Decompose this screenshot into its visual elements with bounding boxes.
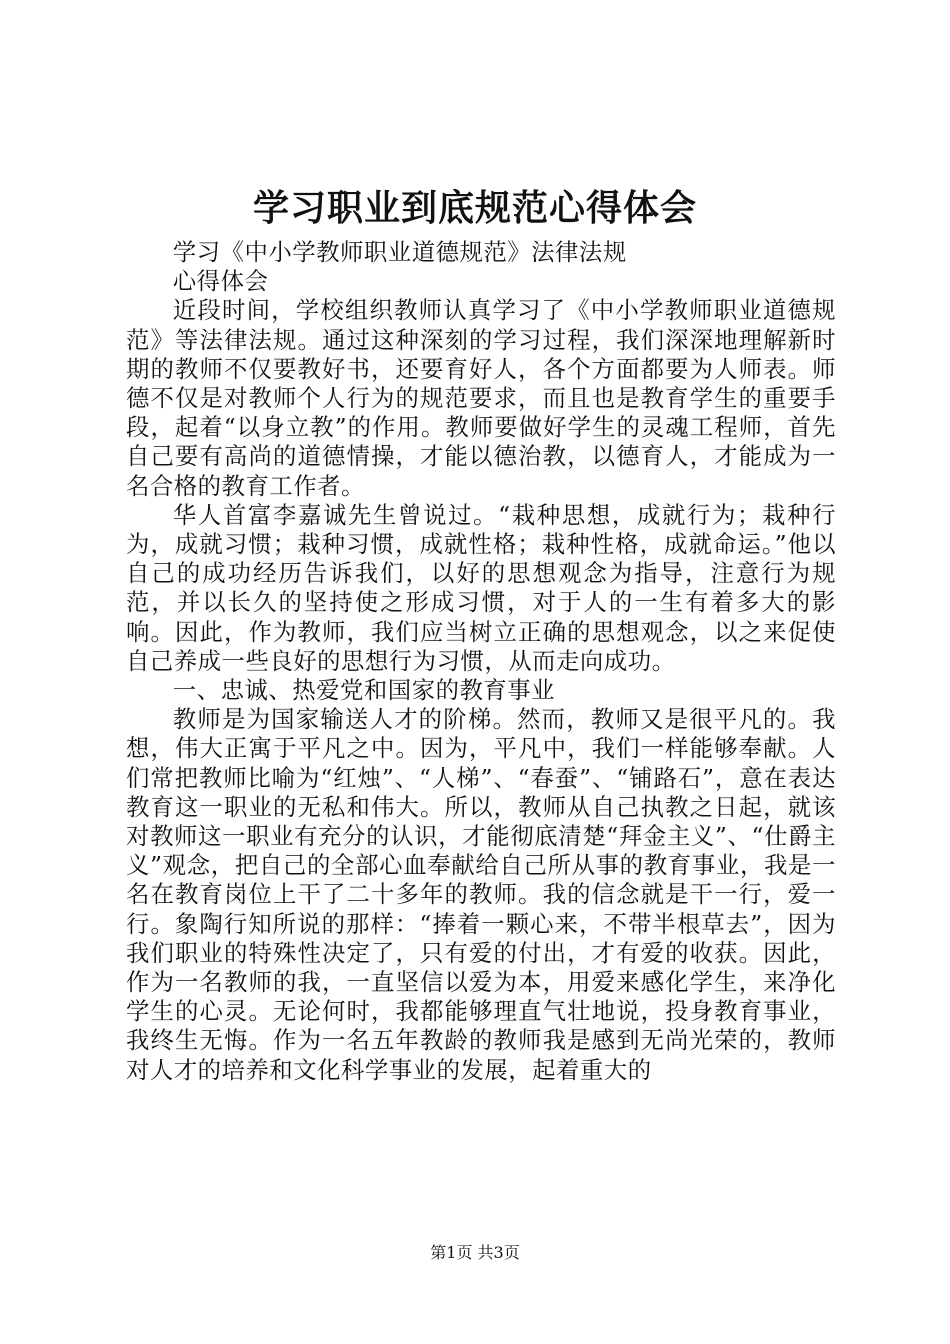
section-heading: 一、忠诚、热爱党和国家的教育事业 <box>172 676 556 705</box>
document-title: 学习职业到底规范心得体会 <box>252 188 697 229</box>
paragraph: 教师是为国家输送人才的阶梯。然而，教师又是很平凡的。我想，伟大正寓于平凡之中。因为，平凡中，我们一样能够奉献。人们常把教师比喻为“红烛”、“人梯”、“春蚕”、“铺路石”，意在表达教育这一职业的无私和伟大。所以，教师从自己执教之日起，就该对教师这一职业有充分的认识，才能彻底清楚“拜金主义”、“仕爵主义”观念，把自己的全部心血奉献给自己所从事的教育事业，我是一名在教育岗位上干了二十多年的教师。我的信念就是干一行，爱一行。象陶行知所说的那样：“捧着一颗心来，不带半根草去”，因为我们职业的特殊性决定了，只有爱的付出，才有爱的收获。因此，作为一名教师的我，一直坚信以爱为本，用爱来感化学生，来净化学生的心灵。无论何时，我都能够理直气壮地说，投身教育事业，我终生无悔。作为一名五年教龄的教师我是感到无尚光荣的，教师对人才的培养和文化科学事业的发展，起着重大的 <box>126 705 836 1084</box>
paragraph: 华人首富李嘉诚先生曾说过。“栽种思想，成就行为；栽种行为，成就习惯；栽种习惯，成就性格；栽种性格，成就命运。”他以自己的成功经历告诉我们，以好的思想观念为指导，注意行为规范，并以长久的坚持使之形成习惯，对于人的一生有着多大的影响。因此，作为教师，我们应当树立正确的思想观念，以之来促使自己养成一些良好的思想行为习惯，从而走向成功。 <box>126 500 836 675</box>
subtitle-line-2: 心得体会 <box>172 267 269 296</box>
document-body <box>126 238 836 1085</box>
subtitle-line-1: 学习《中小学教师职业道德规范》法律法规 <box>172 238 627 266</box>
page-indicator: 第1页 共3页 <box>430 1243 520 1262</box>
paragraph: 近段时间，学校组织教师认真学习了《中小学教师职业道德规范》等法律法规。通过这种深刻的学习过程，我们深深地理解新时期的教师不仅要教好书，还要育好人，各个方面都要为人师表。师德不仅是对教师个人行为的规范要求，而且也是教育学生的重要手段，起着“以身立教”的作用。教师要做好学生的灵魂工程师，首先自己要有高尚的道德情操，才能以德治教，以德育人，才能成为一名合格的教育工作者。 <box>126 296 836 500</box>
